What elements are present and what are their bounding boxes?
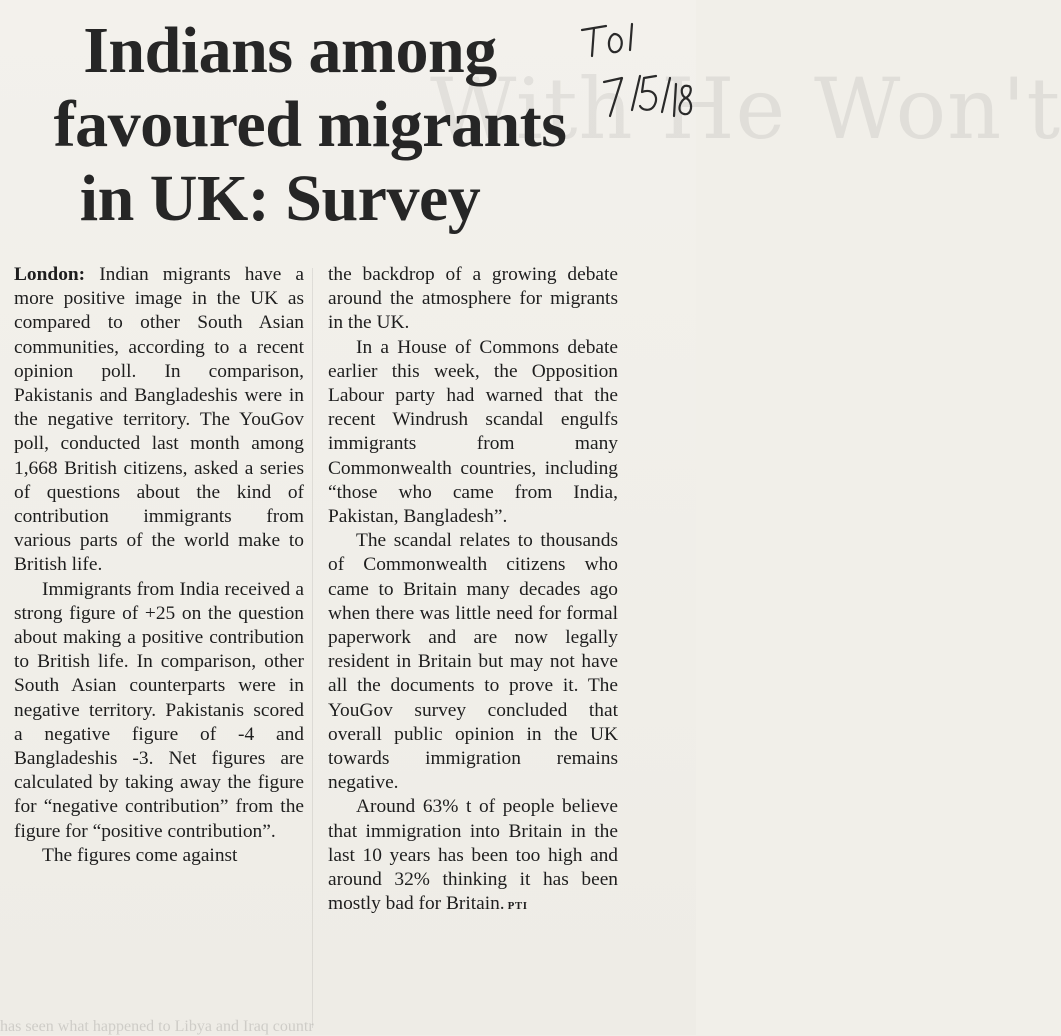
article-paragraph: The figures come against	[42, 844, 238, 866]
article-paragraph: The scandal relates to thousands of Commonwealth citizens who came to Britain many decades ago when there was little need for formal paperwork and are now legally resident in Britain but may not have all the documents to prove it. The YouGov survey concluded that overall public opinion in the UK towards immigration remains negative.	[328, 530, 618, 794]
column-divider	[312, 268, 313, 1028]
headline-line-2: favoured migrants	[53, 88, 567, 161]
paragraph-text: Around 63% t of people believe that immigration into Britain in the last 10 years has been too high and around 32% thinking it has been mostly bad for Britain.	[328, 796, 618, 915]
bleed-through-text: has seen what happened to Libya and Iraq countr	[0, 1018, 314, 1035]
headline-line-1: Indians among	[83, 14, 497, 87]
agency-credit: PTI	[507, 900, 528, 913]
handwritten-date-note	[576, 16, 696, 136]
article-column-right	[328, 263, 618, 918]
dateline: London:	[14, 264, 86, 285]
article-column-left	[14, 263, 304, 868]
article-paragraph: Immigrants from India received a strong figure of +25 on the question about making a positive contribution to British life. In comparison, other South Asian counterparts were in negative territory. Pakistanis scored a negative figure of -4 and Bangladeshis -3. Net figures are calculated by taking away the figure for “negative contribution” from the figure for “positive contribution”.	[14, 578, 304, 842]
article-paragraph	[14, 263, 304, 578]
article-paragraph: In a House of Commons debate earlier this week, the Opposition Labour party had warned that the recent Windrush scandal engulfs immigrants from many Commonwealth countries, including “those who came from India, Pakistan, Bangladesh”.	[328, 336, 618, 528]
headline	[10, 14, 610, 236]
article-paragraph	[328, 795, 618, 918]
headline-line-3: in UK: Survey	[79, 162, 481, 235]
paragraph-text: Indian migrants have a more positive image in the UK as compared to other South Asian communities, according to a recent opinion poll. In comparison, Pakistanis and Bangladeshis were in the negative territory. The YouGov poll, conducted last month among 1,668 British citizens, asked a series of questions about the kind of contribution immigrants from various parts of the world make to British life.	[14, 264, 304, 576]
bleed-through-text: With He Won't	[430, 60, 1061, 158]
article-paragraph: the backdrop of a growing debate around the atmosphere for migrants in the UK.	[328, 264, 618, 334]
